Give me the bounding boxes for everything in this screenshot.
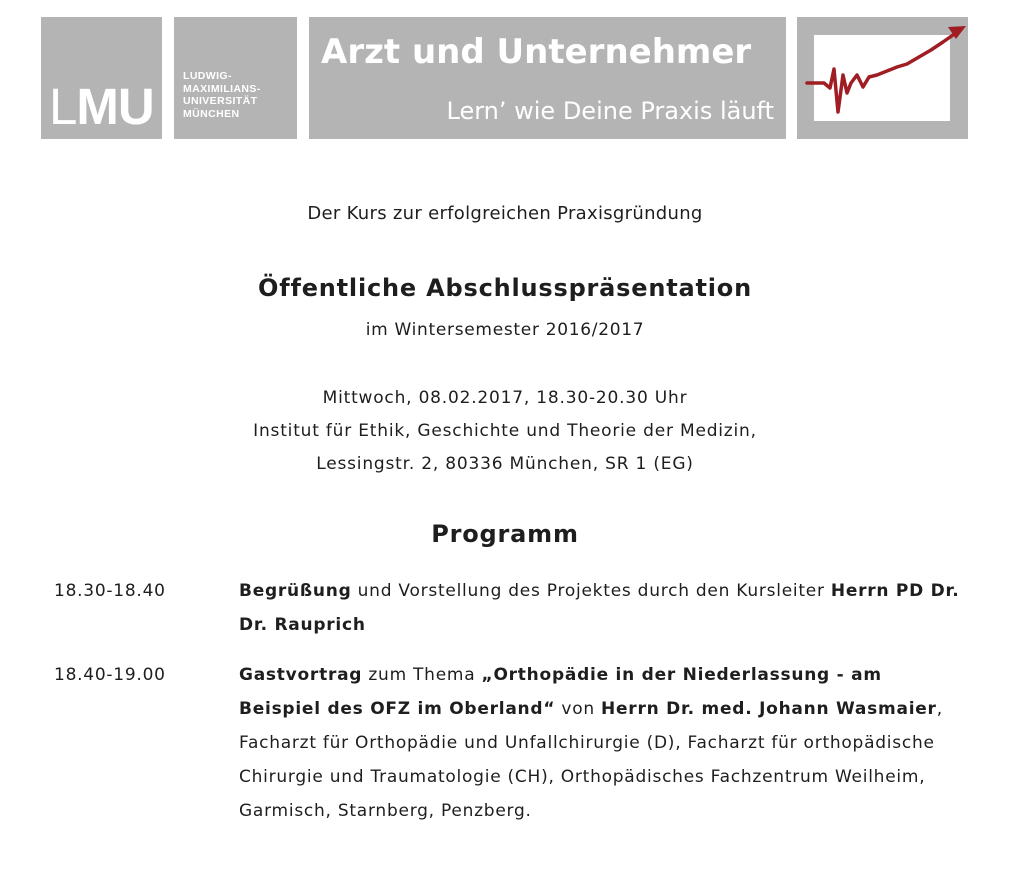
course-tagline: Lern’ wie Deine Praxis läuft — [446, 97, 774, 125]
lmu-logo-mu: MU — [76, 78, 154, 135]
course-title-box — [309, 17, 786, 139]
program-item-plain: , Facharzt für Orthopädie und Unfallchirurgie (D), Facharzt für orthopädische Chirurgie und Traumatologie (CH), Orthopädisches Fachzentrum Weilheim, Garmisch, Starnberg, Penzberg. — [239, 699, 943, 821]
course-subtitle: Der Kurs zur erfolgreichen Praxisgründung — [307, 203, 703, 224]
university-name-line: UNIVERSITÄT — [183, 95, 258, 107]
university-name-line: MAXIMILIANS- — [183, 82, 261, 95]
lmu-logo-l: L — [49, 78, 77, 135]
event-institute: Institut für Ethik, Geschichte und Theorie der Medizin, — [253, 421, 757, 441]
course-title: Arzt und Unternehmer — [321, 32, 752, 72]
university-name-line: MÜNCHEN — [183, 107, 240, 120]
header-banner — [0, 17, 1024, 139]
program-item-plain: und Vorstellung des Projektes durch den Kursleiter — [351, 581, 831, 601]
event-address: Lessingstr. 2, 80336 München, SR 1 (EG) — [316, 454, 694, 474]
program-item-text — [239, 658, 969, 828]
university-name-box — [174, 17, 297, 139]
program-item-bold: Begrüßung — [239, 581, 352, 601]
semester-label: im Wintersemester 2016/2017 — [365, 320, 645, 340]
program-item-text — [239, 574, 969, 642]
heartbeat-growth-arrow-icon — [797, 17, 968, 139]
program-item-plain: zum Thema — [362, 665, 482, 685]
program-item-speaker: Herrn Dr. med. Johann Wasmaier — [601, 699, 937, 719]
program-item-talk-title: „Orthopädie in der Niederlassung - am Beispiel des OFZ im Oberland“ — [239, 665, 882, 719]
event-info — [0, 382, 1010, 481]
program-item-time: 18.40-19.00 — [54, 665, 166, 685]
university-name-line: LUDWIG- — [183, 70, 232, 82]
program-item-time: 18.30-18.40 — [54, 581, 166, 601]
presentation-headline: Öffentliche Abschlusspräsentation — [258, 274, 752, 302]
program-heading: Programm — [431, 520, 579, 548]
program-item-speaker: Herrn PD Dr. Dr. Rauprich — [239, 581, 960, 635]
lmu-logo — [49, 78, 154, 135]
event-date-time: Mittwoch, 08.02.2017, 18.30-20.30 Uhr — [322, 388, 688, 408]
program-item-plain: von — [555, 699, 602, 719]
graph-logo-box — [797, 17, 968, 139]
university-name — [183, 70, 261, 120]
program-item-bold: Gastvortrag — [239, 665, 363, 685]
lmu-logo-box — [41, 17, 162, 139]
